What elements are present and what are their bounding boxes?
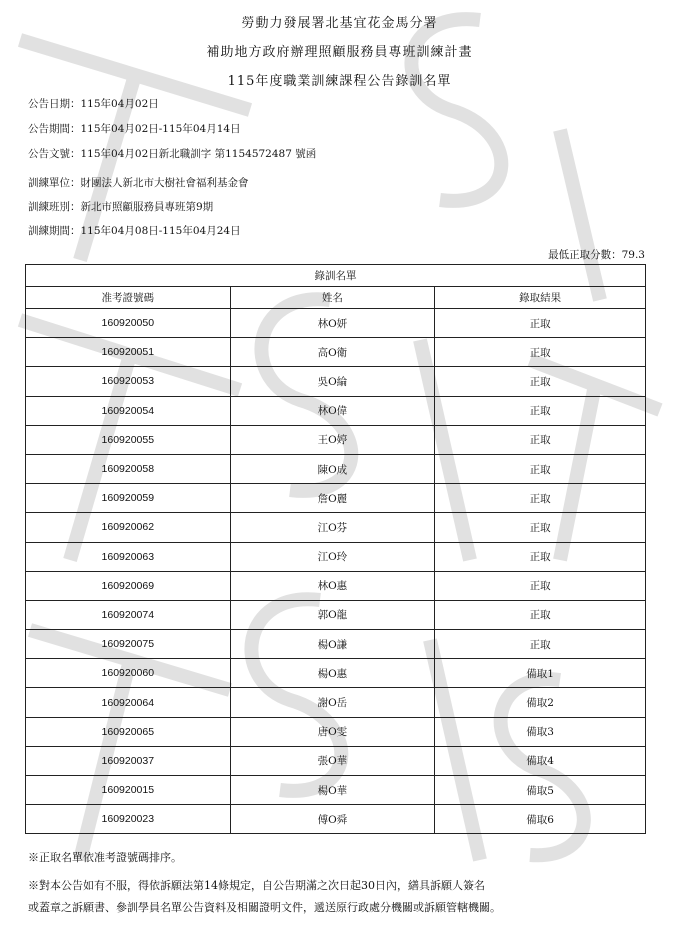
cell-result: 正取 [435,309,646,338]
cell-name: 林O惠 [230,571,435,600]
column-header-name: 姓名 [230,287,435,309]
cell-name: 唐O雯 [230,717,435,746]
cell-result: 正取 [435,600,646,629]
cell-result: 備取5 [435,776,646,805]
cell-exam-id: 160920055 [26,425,231,454]
cell-exam-id: 160920037 [26,746,231,775]
cell-name: 林O偉 [230,396,435,425]
agency-title: 勞動力發展署北基宜花金馬分署 [241,16,438,31]
cell-name: 楊O謙 [230,630,435,659]
table-row [26,600,646,629]
training-period: 訓練期間：115年04月08日-115年04月24日 [28,225,241,237]
cell-result: 正取 [435,484,646,513]
admission-table [25,264,646,834]
cell-name: 張O華 [230,746,435,775]
announce-date: 公告日期：115年04月02日 [28,98,159,110]
cell-result: 正取 [435,338,646,367]
appeal-note-line2: 或蓋章之訴願書、參訓學員名單公告資料及相關證明文件，遞送原行政處分機關或訴願管轄機關。 [28,901,501,914]
cell-name: 詹O麗 [230,484,435,513]
cell-name: 江O芬 [230,513,435,542]
cell-exam-id: 160920051 [26,338,231,367]
cell-name: 謝O岳 [230,688,435,717]
cell-name: 楊O華 [230,776,435,805]
table-row [26,571,646,600]
cell-exam-id: 160920069 [26,571,231,600]
training-class: 訓練班別：新北市照顧服務員專班第9期 [28,201,214,213]
table-row [26,396,646,425]
cell-name: 林O妍 [230,309,435,338]
minimum-score: 最低正取分數：79.3 [548,249,645,261]
list-title: 115年度職業訓練課程公告錄訓名單 [227,74,452,89]
cell-result: 正取 [435,367,646,396]
table-row [26,630,646,659]
cell-exam-id: 160920015 [26,776,231,805]
cell-result: 正取 [435,513,646,542]
cell-name: 江O玲 [230,542,435,571]
cell-result: 備取4 [435,746,646,775]
table-row [26,659,646,688]
table-row [26,717,646,746]
announce-period: 公告期間：115年04月02日-115年04月14日 [28,123,241,135]
cell-result: 備取3 [435,717,646,746]
cell-exam-id: 160920060 [26,659,231,688]
cell-result: 正取 [435,396,646,425]
table-row [26,309,646,338]
table-row [26,776,646,805]
cell-exam-id: 160920059 [26,484,231,513]
cell-result: 正取 [435,425,646,454]
table-row [26,513,646,542]
cell-exam-id: 160920053 [26,367,231,396]
cell-name: 陳O成 [230,454,435,483]
table-caption: 錄訓名單 [26,265,646,287]
column-header-result: 錄取結果 [435,287,646,309]
cell-exam-id: 160920058 [26,454,231,483]
cell-name: 楊O惠 [230,659,435,688]
program-title: 補助地方政府辦理照顧服務員專班訓練計畫 [206,45,473,60]
column-header-id: 准考證號碼 [26,287,231,309]
cell-exam-id: 160920063 [26,542,231,571]
document-number: 公告文號：115年04月02日新北職訓字 第1154572487 號函 [28,148,317,160]
cell-result: 正取 [435,571,646,600]
table-row [26,805,646,834]
cell-name: 王O婷 [230,425,435,454]
cell-exam-id: 160920062 [26,513,231,542]
cell-result: 正取 [435,630,646,659]
cell-exam-id: 160920023 [26,805,231,834]
table-row [26,746,646,775]
cell-result: 備取6 [435,805,646,834]
cell-name: 吳O綸 [230,367,435,396]
cell-name: 傅O舜 [230,805,435,834]
cell-result: 備取2 [435,688,646,717]
table-row [26,367,646,396]
training-unit: 訓練單位：財團法人新北市大樹社會福利基金會 [28,177,249,189]
table-row [26,338,646,367]
cell-exam-id: 160920065 [26,717,231,746]
cell-name: 郭O龍 [230,600,435,629]
appeal-note-line1: ※對本公告如有不服，得依訴願法第14條規定，自公告期滿之次日起30日內，繕具訴願人簽名 [28,879,485,892]
table-row [26,425,646,454]
cell-name: 高O衛 [230,338,435,367]
cell-result: 正取 [435,542,646,571]
cell-exam-id: 160920074 [26,600,231,629]
cell-exam-id: 160920064 [26,688,231,717]
cell-result: 備取1 [435,659,646,688]
cell-exam-id: 160920075 [26,630,231,659]
table-row [26,688,646,717]
sort-note: ※正取名單依准考證號碼排序。 [28,851,182,864]
cell-result: 正取 [435,454,646,483]
table-row [26,542,646,571]
table-body [26,309,646,834]
cell-exam-id: 160920050 [26,309,231,338]
table-row [26,484,646,513]
cell-exam-id: 160920054 [26,396,231,425]
table-row [26,454,646,483]
